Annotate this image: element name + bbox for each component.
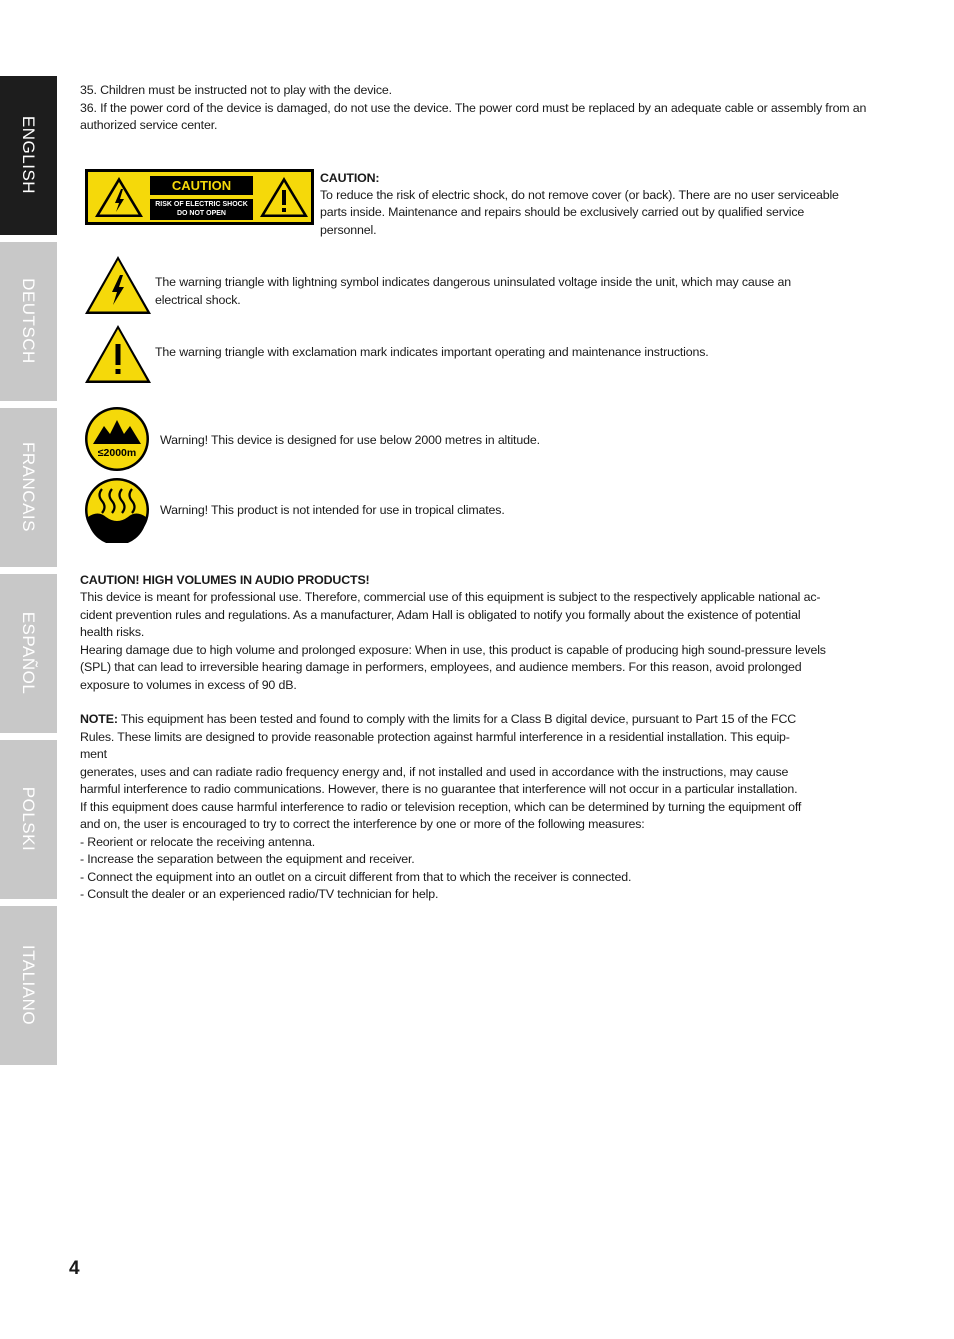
list-item-36: 36. If the power cord of the device is damaged, do not use the device. The power cord must be replaced by an adequate cable or assembly from an	[80, 101, 867, 115]
volume-line: health risks.	[80, 625, 145, 639]
tab-deutsch[interactable]	[0, 242, 57, 401]
lightning-text-2: electrical shock.	[155, 293, 241, 307]
note-first-line	[80, 711, 796, 728]
note-label: NOTE:	[80, 712, 118, 726]
lightning-text-1: The warning triangle with lightning symbol indicates dangerous uninsulated voltage inside the unit, which may cause an	[155, 275, 791, 289]
volume-line: cident prevention rules and regulations. As a manufacturer, Adam Hall is obligated to notify you formally about the existence of potential	[80, 608, 801, 622]
caution-text-1: To reduce the risk of electric shock, do not remove cover (or back). There are no user serviceable	[320, 188, 839, 202]
note-line: and on, the user is encouraged to try to correct the interference by one or more of the following measures:	[80, 817, 645, 831]
caution-label-box	[150, 176, 253, 195]
volume-line: (SPL) that can lead to irreversible hearing damage in performers, employees, and audience members. For this reason, avoid prolonged	[80, 660, 802, 674]
volume-line: Hearing damage due to high volume and prolonged exposure: When in use, this product is capable of producing high sound-pressure levels	[80, 643, 826, 657]
note-line: - Consult the dealer or an experienced radio/TV technician for help.	[80, 887, 439, 901]
lightning-triangle-icon	[93, 175, 145, 219]
list-item-35: 35. Children must be instructed not to play with the device.	[80, 83, 392, 97]
volume-heading: CAUTION! HIGH VOLUMES IN AUDIO PRODUCTS!	[80, 573, 370, 587]
tab-english[interactable]	[0, 76, 57, 235]
caution-sub-box	[150, 199, 253, 220]
altitude-icon	[84, 406, 150, 472]
note-text: This equipment has been tested and found to comply with the limits for a Class B digital device, pursuant to Part 15 of the FCC	[117, 712, 797, 726]
altitude-text: Warning! This device is designed for use below 2000 metres in altitude.	[160, 433, 540, 447]
altitude-icon-label: ≤2000m	[97, 447, 137, 459]
tab-label: FRANCAIS	[19, 442, 38, 532]
volume-line: This device is meant for professional use. Therefore, commercial use of this equipment is subject to the respectively applicable national ac-	[80, 590, 821, 604]
note-line: generates, uses and can radiate radio frequency energy and, if not installed and used in accordance with the instructions, may cause	[80, 765, 789, 779]
caution-sign	[85, 169, 314, 225]
caution-text-2: parts inside. Maintenance and repairs should be exclusively carried out by qualified service	[320, 205, 805, 219]
exclamation-triangle-icon	[258, 175, 310, 219]
tropical-climate-icon	[84, 477, 150, 543]
page-number: 4	[69, 1258, 80, 1279]
exclamation-warning-icon	[84, 324, 152, 384]
tropical-text: Warning! This product is not intended for use in tropical climates.	[160, 503, 505, 517]
tab-polski[interactable]	[0, 740, 57, 899]
note-line: - Increase the separation between the equipment and receiver.	[80, 852, 415, 866]
note-line: harmful interference to radio communications. However, there is no guarantee that interference will not occur in a particular installation.	[80, 782, 798, 796]
note-line: - Reorient or relocate the receiving antenna.	[80, 835, 316, 849]
note-line: ment	[80, 747, 107, 761]
caution-heading: CAUTION:	[320, 171, 380, 185]
tab-francais[interactable]	[0, 408, 57, 567]
exclamation-text: The warning triangle with exclamation mark indicates important operating and maintenance instructions.	[155, 345, 709, 359]
note-line: If this equipment does cause harmful interference to radio or television reception, which can be determined by turning the equipment off	[80, 800, 802, 814]
list-item-36-cont: authorized service center.	[80, 118, 218, 132]
tab-label: DEUTSCH	[19, 278, 38, 364]
tab-espanol[interactable]	[0, 574, 57, 733]
tab-label: POLSKI	[19, 786, 38, 852]
tab-label: ESPAÑOL	[19, 611, 38, 695]
caution-sign-title: CAUTION	[171, 178, 232, 193]
volume-line: exposure to volumes in excess of 90 dB.	[80, 678, 297, 692]
tab-label: ENGLISH	[19, 115, 38, 195]
caution-text-3: personnel.	[320, 223, 377, 237]
tab-label: ITALIANO	[19, 944, 38, 1026]
tab-italiano[interactable]	[0, 906, 57, 1065]
note-line: Rules. These limits are designed to provide reasonable protection against harmful interference in a residential installation. This equip-	[80, 730, 790, 744]
caution-sign-sub2: DO NOT OPEN	[176, 210, 226, 217]
lightning-warning-icon	[84, 255, 152, 315]
caution-sign-sub1: RISK OF ELECTRIC SHOCK	[155, 201, 248, 208]
note-line: - Connect the equipment into an outlet on a circuit different from that to which the receiver is connected.	[80, 870, 632, 884]
